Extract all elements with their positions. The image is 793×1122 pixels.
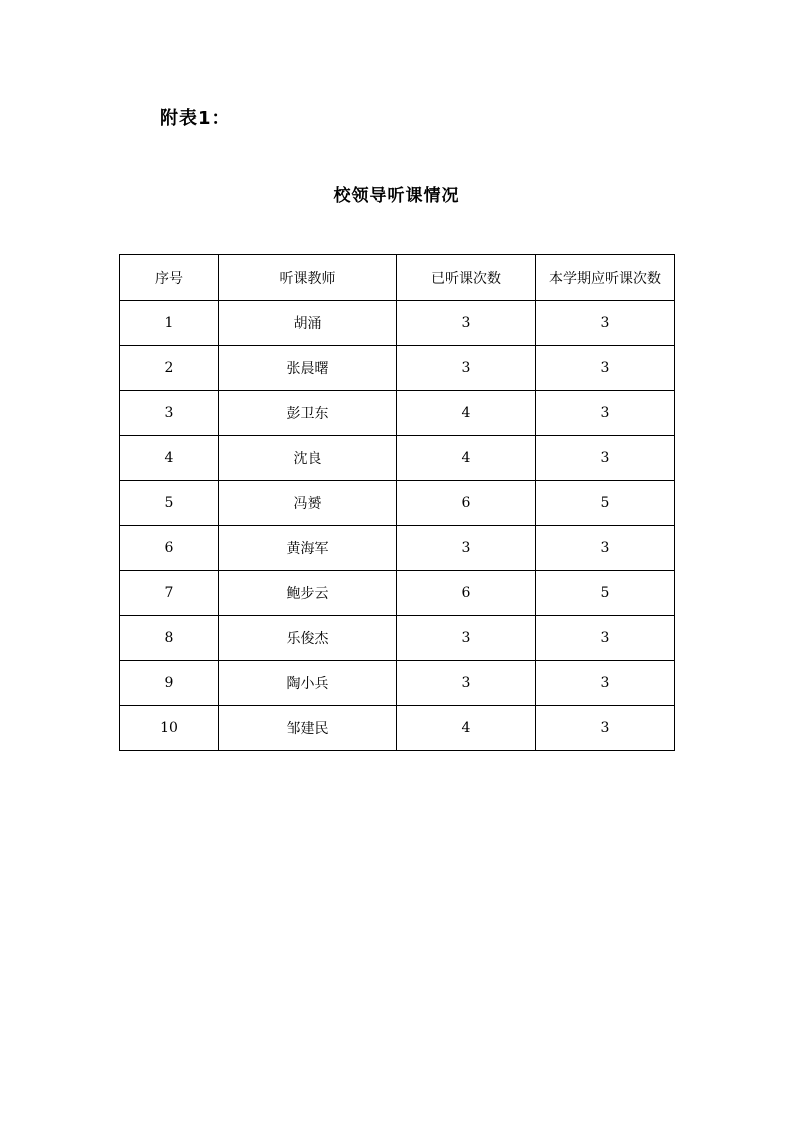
cell-required: 5 <box>536 571 675 616</box>
table-row <box>120 481 675 526</box>
header-attended-count: 已听课次数 <box>397 255 536 301</box>
table-row <box>120 661 675 706</box>
cell-teacher: 彭卫东 <box>219 391 397 436</box>
cell-attended: 3 <box>397 661 536 706</box>
cell-teacher: 沈良 <box>219 436 397 481</box>
cell-teacher: 胡涌 <box>219 301 397 346</box>
cell-required: 3 <box>536 661 675 706</box>
lecture-attendance-table <box>119 254 675 751</box>
cell-teacher: 张晨曙 <box>219 346 397 391</box>
cell-teacher: 冯赟 <box>219 481 397 526</box>
cell-index: 7 <box>120 571 219 616</box>
cell-index: 10 <box>120 706 219 751</box>
cell-index: 2 <box>120 346 219 391</box>
cell-attended: 3 <box>397 616 536 661</box>
table-row <box>120 616 675 661</box>
cell-teacher: 乐俊杰 <box>219 616 397 661</box>
cell-required: 3 <box>536 436 675 481</box>
cell-index: 6 <box>120 526 219 571</box>
cell-attended: 4 <box>397 436 536 481</box>
table-row <box>120 391 675 436</box>
cell-attended: 3 <box>397 346 536 391</box>
table-row <box>120 706 675 751</box>
cell-teacher: 黄海军 <box>219 526 397 571</box>
table-row <box>120 301 675 346</box>
cell-required: 3 <box>536 391 675 436</box>
table-row <box>120 436 675 481</box>
cell-attended: 6 <box>397 481 536 526</box>
header-required-count: 本学期应听课次数 <box>536 255 675 301</box>
document-title: 校领导听课情况 <box>333 186 460 206</box>
cell-teacher: 鲍步云 <box>219 571 397 616</box>
cell-teacher: 陶小兵 <box>219 661 397 706</box>
cell-attended: 3 <box>397 301 536 346</box>
table-header-row <box>120 255 675 301</box>
table-row <box>120 571 675 616</box>
cell-index: 5 <box>120 481 219 526</box>
table-row <box>120 526 675 571</box>
cell-required: 3 <box>536 706 675 751</box>
cell-teacher: 邹建民 <box>219 706 397 751</box>
table-row <box>120 346 675 391</box>
cell-index: 9 <box>120 661 219 706</box>
cell-index: 1 <box>120 301 219 346</box>
cell-required: 3 <box>536 346 675 391</box>
cell-index: 4 <box>120 436 219 481</box>
header-teacher: 听课教师 <box>219 255 397 301</box>
cell-required: 3 <box>536 526 675 571</box>
cell-index: 8 <box>120 616 219 661</box>
cell-attended: 3 <box>397 526 536 571</box>
cell-required: 3 <box>536 616 675 661</box>
cell-attended: 6 <box>397 571 536 616</box>
cell-attended: 4 <box>397 706 536 751</box>
cell-index: 3 <box>120 391 219 436</box>
cell-attended: 4 <box>397 391 536 436</box>
header-index: 序号 <box>120 255 219 301</box>
annex-label: 附表1： <box>160 108 231 129</box>
cell-required: 3 <box>536 301 675 346</box>
cell-required: 5 <box>536 481 675 526</box>
